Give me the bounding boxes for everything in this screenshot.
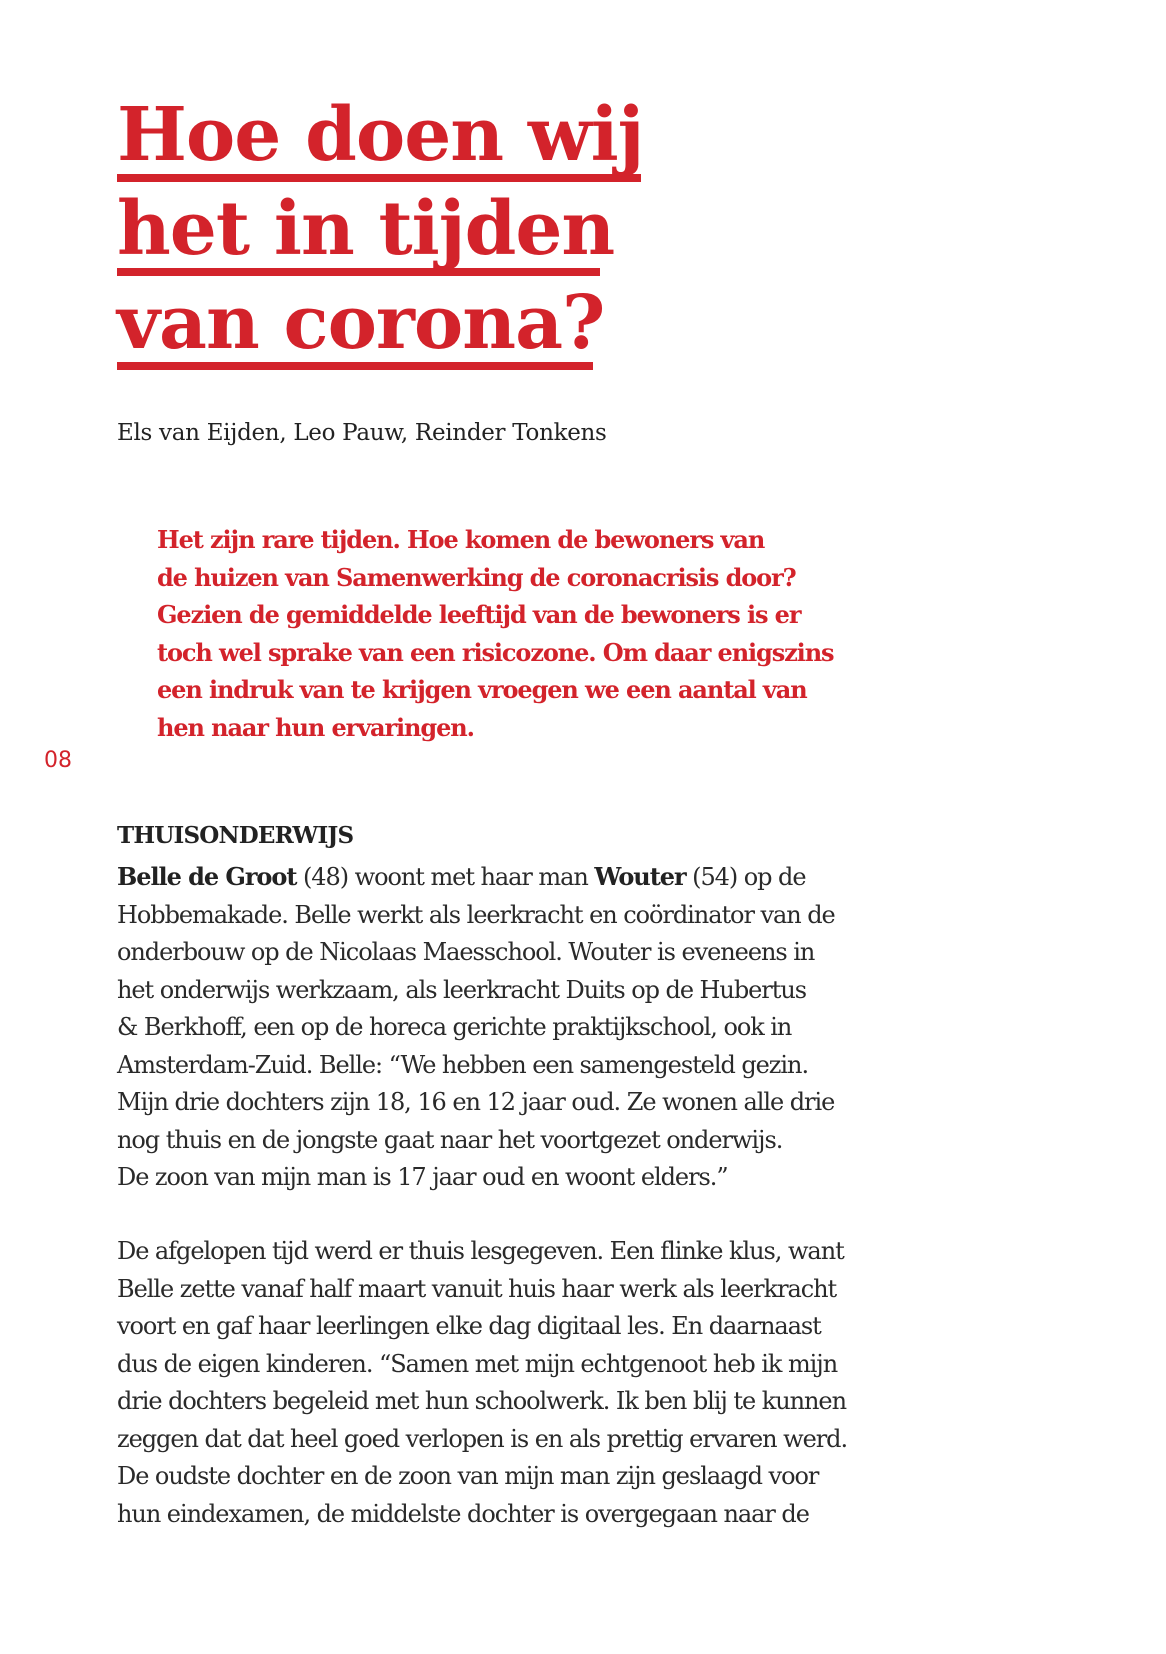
body-line: voort en gaf haar leerlingen elke dag digitaal les. En daarnaast <box>117 1312 821 1340</box>
body-line: zeggen dat dat heel goed verlopen is en als prettig ervaren werd. <box>117 1424 848 1453</box>
body-line: & Berkhoff, een op de horeca gerichte praktijkschool, ook in <box>117 1013 792 1041</box>
intro-line: de huizen van Samenwerking de coronacrisis door? <box>157 562 796 592</box>
body-line: De oudste dochter en de zoon van mijn man zijn geslaagd voor <box>117 1462 819 1490</box>
body-line: De zoon van mijn man is 17 jaar oud en woont elders.” <box>117 1163 728 1191</box>
body-line: Hobbemakade. Belle werkt als leerkracht en coördinator van de <box>117 900 835 929</box>
page-number: 08 <box>44 748 72 773</box>
person-name: Wouter <box>594 862 686 891</box>
body-paragraph <box>117 1233 977 1533</box>
body-line: onderbouw op de Nicolaas Maesschool. Wouter is eveneens in <box>117 938 815 966</box>
intro-line: hen naar hun ervaringen. <box>157 712 474 742</box>
body-line: dus de eigen kinderen. “Samen met mijn echtgenoot heb ik mijn <box>117 1349 838 1378</box>
intro-line: Gezien de gemiddelde leeftijd van de bewoners is er <box>157 600 801 629</box>
title-line: van corona? <box>117 276 643 370</box>
body-line: nog thuis en de jongste gaat naar het voortgezet onderwijs. <box>117 1125 783 1154</box>
article-title <box>117 88 643 370</box>
person-name: Belle de Groot <box>117 862 297 891</box>
body-line: het onderwijs werkzaam, als leerkracht Duits op de Hubertus <box>117 975 806 1004</box>
title-line: Hoe doen wij <box>117 88 643 182</box>
body-line: Belle zette vanaf half maart vanuit huis haar werk als leerkracht <box>117 1274 837 1303</box>
body-line: drie dochters begeleid met hun schoolwerk. Ik ben blij te kunnen <box>117 1387 846 1415</box>
body-line: Amsterdam-Zuid. Belle: “We hebben een samengesteld gezin. <box>117 1050 809 1079</box>
body-line: De afgelopen tijd werd er thuis lesgegeven. Een flinke klus, want <box>117 1237 844 1265</box>
article-authors: Els van Eijden, Leo Pauw, Reinder Tonkens <box>117 420 607 446</box>
intro-line: Het zijn rare tijden. Hoe komen de bewoners van <box>157 525 765 554</box>
body-paragraph <box>117 858 977 1197</box>
body-line: Mijn drie dochters zijn 18, 16 en 12 jaar oud. Ze wonen alle drie <box>117 1088 835 1116</box>
title-line: het in tijden <box>117 182 643 276</box>
section-heading: THUISONDERWIJS <box>117 822 354 849</box>
body-line: Belle de Groot (48) woont met haar man Wouter (54) op de <box>117 862 806 891</box>
intro-line: een indruk van te krijgen vroegen we een aantal van <box>157 675 807 704</box>
article-intro <box>157 521 917 746</box>
intro-line: toch wel sprake van een risicozone. Om daar enigszins <box>157 637 834 667</box>
body-line: hun eindexamen, de middelste dochter is overgegaan naar de <box>117 1499 809 1528</box>
